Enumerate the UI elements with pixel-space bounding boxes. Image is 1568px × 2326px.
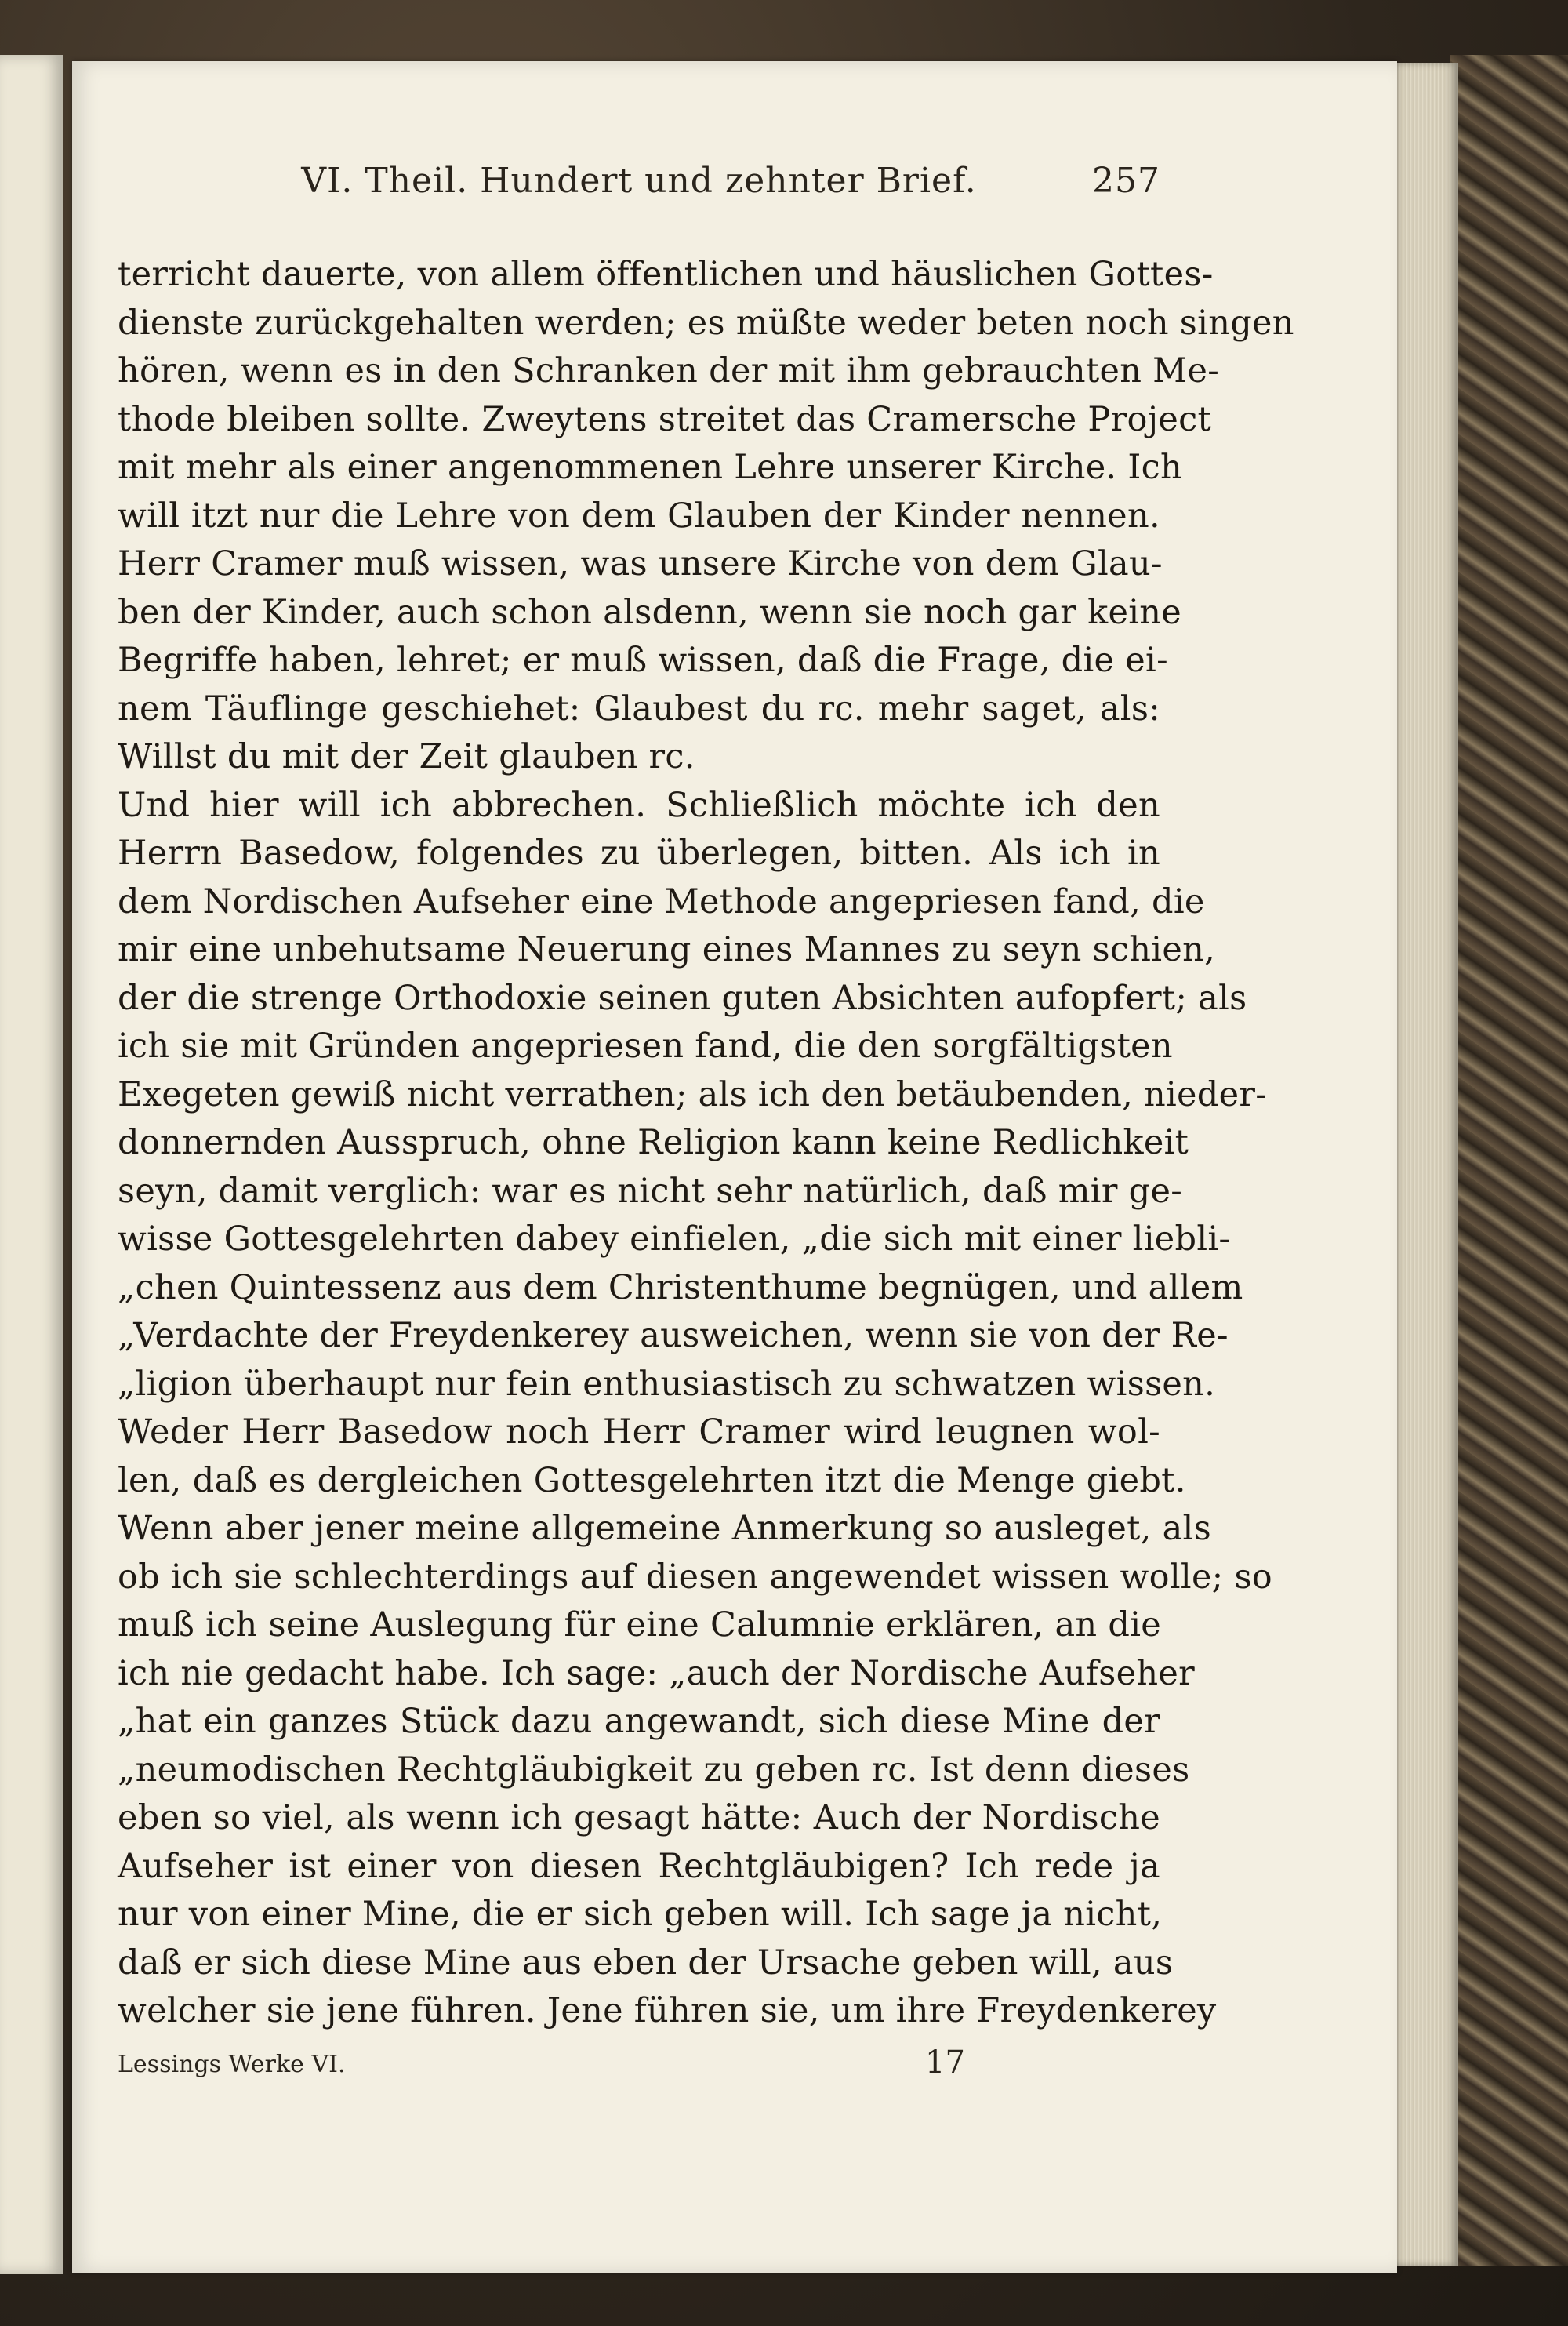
- text-line: wisse Gottesgelehrten dabey einfielen, „die sich mit einer liebli-: [118, 1219, 1231, 1259]
- text-line: muß ich seine Auslegung für eine Calumnie erklären, an die: [118, 1605, 1162, 1645]
- page-footer: [118, 2044, 1160, 2092]
- text-line: Herr Cramer muß wissen, was unsere Kirche von dem Glau-: [118, 544, 1163, 583]
- text-line: Herrn Basedow, folgendes zu überlegen, bitten. Als ich in: [118, 834, 1160, 873]
- text-line: donnernden Ausspruch, ohne Religion kann keine Redlichkeit: [118, 1123, 1189, 1162]
- text-line: Aufseher ist einer von diesen Rechtgläubigen? Ich rede ja: [118, 1846, 1160, 1886]
- text-line: hören, wenn es in den Schranken der mit ihm gebrauchten Me-: [118, 351, 1220, 391]
- text-line: dem Nordischen Aufseher eine Methode angepriesen fand, die: [118, 881, 1205, 921]
- text-line: seyn, damit verglich: war es nicht sehr natürlich, daß mir ge-: [118, 1171, 1183, 1211]
- text-line: mir eine unbehutsame Neuerung eines Mannes zu seyn schien,: [118, 930, 1216, 969]
- text-line: len, daß es dergleichen Gottesgelehrten itzt die Menge giebt.: [118, 1460, 1186, 1500]
- running-header: [118, 161, 1160, 208]
- text-line: Und hier will ich abbrechen. Schließlich möchte ich den: [118, 785, 1160, 825]
- text-line: „hat ein ganzes Stück dazu angewandt, sich diese Mine der: [118, 1702, 1160, 1741]
- signature-number: 17: [925, 2044, 965, 2081]
- text-line: terricht dauerte, von allem öffentlichen und häuslichen Gottes-: [118, 255, 1214, 294]
- text-line: ben der Kinder, auch schon alsdenn, wenn sie noch gar keine: [118, 592, 1182, 632]
- text-line: Weder Herr Basedow noch Herr Cramer wird leugnen wol-: [118, 1412, 1160, 1452]
- text-line: der die strenge Orthodoxie seinen guten Absichten aufopfert; als: [118, 978, 1247, 1018]
- text-line: mit mehr als einer angenommenen Lehre unserer Kirche. Ich: [118, 448, 1183, 487]
- page-stack-edge: [1388, 63, 1458, 2266]
- text-line: Begriffe haben, lehret; er muß wissen, daß die Frage, die ei-: [118, 641, 1168, 680]
- text-line: „chen Quintessenz aus dem Christenthume begnügen, und allem: [118, 1267, 1243, 1307]
- text-line: „ligion überhaupt nur fein enthusiastisch zu schwatzen wissen.: [118, 1364, 1216, 1404]
- text-line: dienste zurückgehalten werden; es müßte weder beten noch singen: [118, 303, 1294, 343]
- page-number: 257: [1092, 161, 1160, 201]
- text-line: nur von einer Mine, die er sich geben will. Ich sage ja nicht,: [118, 1895, 1163, 1934]
- left-page-edge: [0, 55, 63, 2274]
- text-line: nem Täuflinge geschiehet: Glaubest du rc. mehr saget, als:: [118, 689, 1160, 729]
- text-line: ich sie mit Gründen angepriesen fand, die den sorgfältigsten: [118, 1027, 1173, 1066]
- text-line: Wenn aber jener meine allgemeine Anmerkung so ausleget, als: [118, 1509, 1211, 1548]
- text-line: will itzt nur die Lehre von dem Glauben der Kinder nennen.: [118, 496, 1160, 536]
- text-line: thode bleiben sollte. Zweytens streitet das Cramersche Project: [118, 399, 1212, 439]
- text-line: eben so viel, als wenn ich gesagt hätte: Auch der Nordische: [118, 1798, 1160, 1837]
- text-line: ob ich sie schlechterdings auf diesen angewendet wissen wolle; so: [118, 1557, 1272, 1597]
- text-line: Exegeten gewiß nicht verrathen; als ich den betäubenden, nieder-: [118, 1074, 1268, 1114]
- header-title: VI. Theil. Hundert und zehnter Brief.: [301, 161, 977, 201]
- text-line: „Verdachte der Freydenkerey ausweichen, wenn sie von der Re-: [118, 1316, 1229, 1355]
- text-line: ich nie gedacht habe. Ich sage: „auch der Nordische Aufseher: [118, 1653, 1195, 1693]
- body-text: [118, 251, 1294, 2036]
- signature-label: Lessings Werke VI.: [118, 2051, 346, 2078]
- text-line: welcher sie jene führen. Jene führen sie, um ihre Freydenkerey: [118, 1991, 1217, 2030]
- text-line: Willst du mit der Zeit glauben rc.: [118, 737, 695, 776]
- marbled-edge: [1450, 55, 1568, 2266]
- text-line: daß er sich diese Mine aus eben der Ursache geben will, aus: [118, 1943, 1174, 1983]
- text-line: „neumodischen Rechtgläubigkeit zu geben rc. Ist denn dieses: [118, 1750, 1190, 1790]
